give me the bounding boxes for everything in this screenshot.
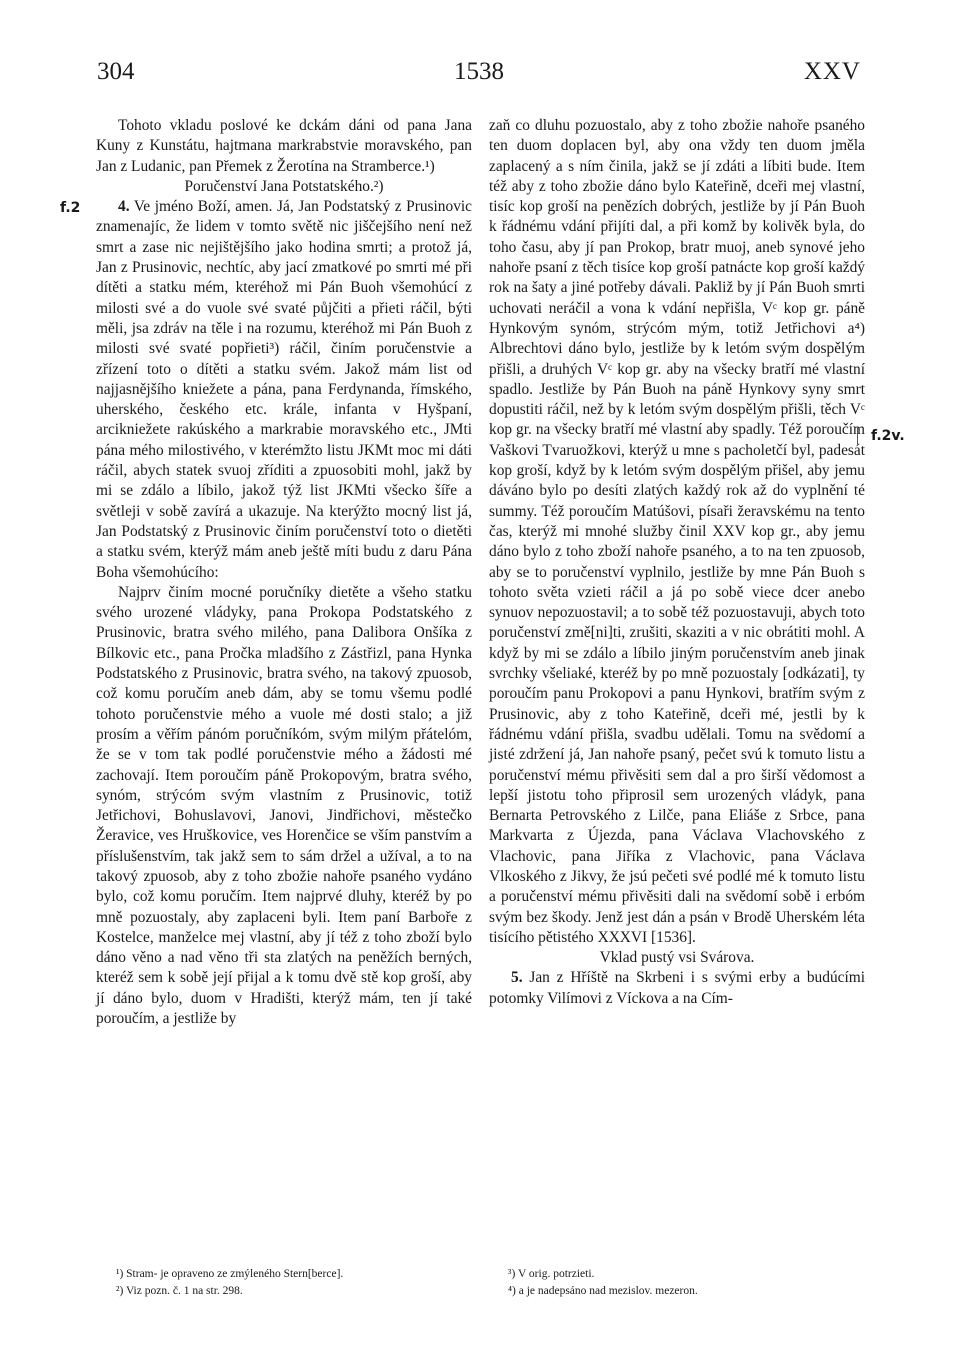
paragraph-continuation: zaň co dluhu pozuostalo, aby z toho zbožie nahoře psaného ten duom doplacen byl, aby ona vždy ten duom jměla zaplacený a s ním činila, jakž se jí zdáti a líbiti bude. Item též aby z toho zbožie dáno bylo Kateřině, dceři mej vlastní, tisíc kop groší na penězích dobrých, jestliže by jí Pán Buoh k řádnému vdání přijíti dal, a při komž by kolivěk byla, do toho času, aby jí pan Prokop, bratr muoj, aneb synové jeho nahoře psaní z těch tisíce kop groší patnácte kop groší každý rok na šaty a jiné potřeby dávali. Pakliž by jí Pán Buoh smrti uchovati neráčil a vona k vdání nepřišla, Vᶜ kop gr. páně Hynkovým synóm, strýcóm mým, totiž Jetřichovi a⁴) Albrechtovi dáno bylo, jestliže by k letóm svým dospělým přišli, a druhých Vᶜ kop gr. aby na všecky bratří mé vlastní spadlo. Jestliže by Pán Buoh na páně Hynkovy syny smrt dopustiti ráčil, než by k letóm svým dospělým přišli, těch Vᶜ kop gr. na všecky bratří mé vlastní aby spadly. Též poroučím Vaškovi Tvaruožkovi, kterýž u mne s pacholetčí byl, padesát kop groší, když by k letóm svým dospělým přišel, aby jemu dáváno bylo po desíti zlatých každý rok až do vyplnění té summy. Též poroučím Matúšovi, písaři žeravskému na tento čas, kterýž mi mnohé služby činil XXV kop gr., aby jemu dáno bylo z toho zboží nahoře psaného, a to na ten zpuosob, aby se to poručenství vyplnilo, jestliže by mne Pán Buoh s tohoto světa vzieti ráčil a já po sobě viece dcer anebo synuov nepozuostavil; a to sobě též pozuostavuji, abych toto poručenství změ[ni]ti, zrušiti, skaziti a v nic obrátiti mohl. A když by mi se zdálo a líbilo jiným poručenstvím aneb jinak svrchky všeliaké, kteréž by po mně pozuostaly [odkázati], ty poroučím panu Prokopovi a panu Hynkovi, bratřím svým z Prusinovic, aby z toho Kateřině, dceři mé, jestli by k řádnému vdání přišla, svadbu udělali. Tomu na svědomí a jisté zdržení já, Jan nahoře psaný, pečet svú k tomuto listu a poručenství mému přivěsiti sem dal a pro širší vědomost a lepší jistotu toho připrosil sem urozených vládyk, pana Bernarta Petrovského z Lilče, pana Eliáše z Srbce, pana Markvarta z Újezda, pana Václava Vlachovského z Vlachovic, pana Jiříka z Vlachovic, pana Václava Vlkoského z Jikvy, že jsú pečeti své podlé mé k tomuto listu a poručenství mému přivěsiti dali na svědomí sobě i erbóm svým bez škody. Jenž jest dán a psán v Brodě Uherském léta tisícího pětistého XXXVI [1536]. — [489, 117, 865, 946]
paragraph-document-5 — [489, 968, 865, 1009]
document-5-text: Jan z Hříště na Skrbeni i s svými erby a budúcími potomky Vilímovi z Víckova a na Cím- — [489, 969, 865, 1007]
footnotes-left — [116, 1266, 476, 1300]
left-column — [96, 116, 472, 1029]
document-4-text: Ve jméno Boží, amen. Já, Jan Podstatský z Prusinovic znamenajíc, že lidem v tomto světě nic jiščejšího není než smrt a zase nic nejištějšího jako hodina smrti; a protož já, Jan z Prusinovic, nechtíc, aby jací zmatkové po smrti mé při dítěti a statku mém, kteréhož mi Pán Buoh všemohúcí z milosti své a do vuole své svaté půjčiti a přieti ráčil, býti měli, jsa zdráv na těle i na rozumu, kteréhož mi Pán Buoh z milosti své svaté popřieti³) ráčil, činím poručenstvie a zřízení toto o dítěti a statku svém. Jakož mám list od najjasnějšího kniežete a pána, pana Ferdynanda, římského, uherského, českého etc. krále, infanta v Hyšpaní, arcikniežete rakúského a markrabie moravského etc., JMti pána mého milostivého, v kterémžto listu JKMt moc mi dáti ráčil, abych statek svuoj zříditi a zpuosobiti mohl, jakž by mi se zdálo a líbilo, jakož týž list JKMti všecko šíře a světleji v sobě zavírá a ukazuje. Na kterýžto mocný list já, Jan Podstatský z Prusinovic činím poručenství toto o dietěti a statku svém, kterýž mám aneb ještě míti budu z daru Pána Boha všemohúcího: — [96, 198, 472, 581]
section-roman-numeral: XXV — [803, 58, 861, 85]
section-heading-vklad: Vklad pustý vsi Svárova. — [599, 949, 755, 967]
document-number: 5. — [511, 969, 523, 987]
footnote-1: ¹) Stram- je opraveno ze zmýleného Stern[berce]. — [116, 1268, 344, 1280]
paragraph-document-4 — [96, 197, 472, 583]
paragraph-porucnici: Najprv činím mocné poručníky dietěte a všeho statku svého urozené vládyky, pana Prokopa Podstatského z Prusinovic, bratra svého milého, pana Dalibora Onšíka z Bílkovic etc., pana Pročka mladšího z Zástřizl, pana Hynka Podstatského z Prusinovic, bratra svého, na takový zpuosob, což komu poručím aneb dám, aby se tomu všemu podlé tohoto poručenstvie mého a vuole mé dosti stalo; a již prosím a věřím pánóm poručníkóm, svým milým přátelóm, že se v tom tak podlé poručenstvie mého a žádosti mé zachovají. Item poroučím páně Prokopovým, bratra svého, synóm, strýcóm svým vlastním z Prusinovic, totiž Jetřichovi, Bohuslavovi, Janovi, Jindřichovi, městečko Žeravice, ves Hruškovice, ves Horenčice se vším panstvím a příslušenstvím, tak jakž sem to sám držel a užíval, a to na takový zpuosob, aby z toho zbožie nahoře psaného vydáno bylo, což komu poručím. Item najprvé dluhy, kteréž by po mně pozuostaly, aby zaplaceni byli. Item paní Barboře z Kostelce, manželce mej vlastní, aby jí též z toho zboží bylo dáno věno a nad věno tři sta zlatých na peněžích berných, kteréž sem k sobě její přijal a k tomu dvě stě kop groší, aby jí dáno bylo, duom v Hradišti, kterýž mám, ten jí také poroučím, a jestliže by — [96, 583, 472, 1028]
running-year: 1538 — [454, 58, 504, 85]
document-number: 4. — [118, 198, 130, 216]
folio-note-left: f.2 — [60, 200, 81, 216]
section-heading-porucenstvi: Poručenství Jana Potstatského.²) — [184, 177, 384, 195]
footnote-3: ³) V orig. potrzieti. — [508, 1268, 595, 1280]
footnotes-right — [508, 1266, 868, 1300]
paragraph-vklad-poslove: Tohoto vkladu poslové ke dckám dáni od pana Jana Kuny z Kunstátu, hajtmana markrabstvie moravského, pan Jan z Ludanic, pan Přemek z Žerotína na Stramberce.¹) — [96, 117, 472, 175]
right-column — [489, 116, 865, 1009]
footnote-2: ²) Viz pozn. č. 1 na str. 298. — [116, 1285, 243, 1297]
folio-note-right: f.2v. — [871, 428, 905, 444]
footnote-4: ⁴) a je nadepsáno nad mezislov. mezeron. — [508, 1285, 698, 1297]
page-number: 304 — [97, 58, 135, 85]
page-header — [97, 58, 861, 94]
